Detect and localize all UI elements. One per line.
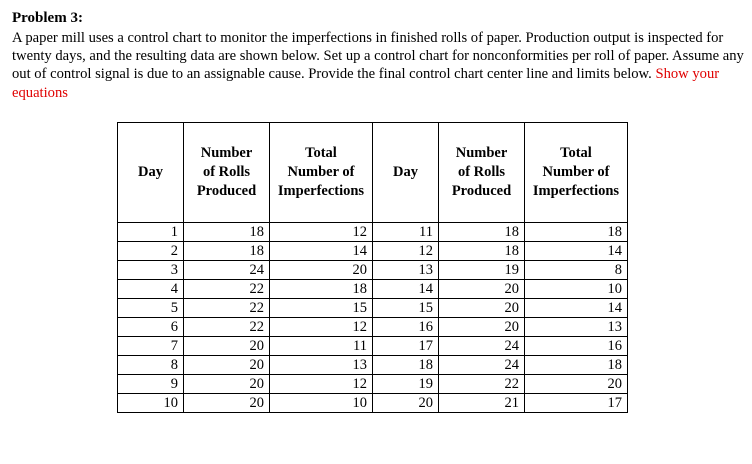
table-cell: 8 [525,261,628,280]
table-cell: 13 [373,261,439,280]
table-row [118,280,628,299]
table-cell: 21 [439,394,525,413]
column-header [118,123,184,223]
table-cell: 20 [439,280,525,299]
table-cell: 9 [118,375,184,394]
table-row [118,299,628,318]
column-header-line: Produced [196,183,257,199]
table-row [118,261,628,280]
table-cell: 20 [270,261,373,280]
table-cell: 20 [184,375,270,394]
table-cell: 22 [184,280,270,299]
table-body [118,223,628,413]
table-cell: 18 [184,242,270,261]
table-cell: 20 [439,299,525,318]
table-cell: 18 [439,223,525,242]
table-cell: 22 [184,299,270,318]
table-cell: 18 [439,242,525,261]
table-cell: 22 [439,375,525,394]
table-cell: 6 [118,318,184,337]
table-cell: 14 [270,242,373,261]
table-cell: 12 [373,242,439,261]
table-cell: 18 [525,223,628,242]
table-cell: 15 [270,299,373,318]
table-cell: 1 [118,223,184,242]
table-cell: 3 [118,261,184,280]
table-cell: 11 [270,337,373,356]
column-header-line: Imperfections [532,183,620,199]
problem-title: Problem 3: [12,10,83,26]
table-cell: 12 [270,375,373,394]
column-header-line: Number of [287,164,355,180]
column-header [439,123,525,223]
table-cell: 17 [373,337,439,356]
table-cell: 14 [525,299,628,318]
table-row [118,242,628,261]
column-header-line: Day [393,164,418,180]
column-header [270,123,373,223]
column-header-line: Number of [542,164,610,180]
table-row [118,375,628,394]
table-cell: 20 [184,337,270,356]
table-row [118,318,628,337]
table-cell: 12 [270,223,373,242]
column-header-line: Number [200,145,253,161]
table-cell: 10 [270,394,373,413]
column-header-line: Total [560,145,592,161]
table-cell: 24 [439,337,525,356]
table-cell: 22 [184,318,270,337]
column-header-line: Produced [451,183,512,199]
problem-statement: A paper mill uses a control chart to monitor the imperfections in finished rolls of paper. Production output is inspected for twenty days, and the resulting data are shown below. Set up a control chart for nonconformities per roll of paper. Assume any out of control signal is due to an assignable cause. Provide the final control chart center line and limits below. [12,30,744,83]
table-cell: 20 [184,356,270,375]
table-header [118,123,628,223]
column-header-line: Day [138,164,163,180]
column-header [184,123,270,223]
column-header-line: Imperfections [277,183,365,199]
table-row [118,337,628,356]
column-header [525,123,628,223]
table-cell: 2 [118,242,184,261]
table-cell: 18 [525,356,628,375]
table-cell: 20 [525,375,628,394]
table-row [118,356,628,375]
table-cell: 24 [184,261,270,280]
table-cell: 5 [118,299,184,318]
data-table [117,122,628,413]
table-cell: 16 [525,337,628,356]
table-cell: 8 [118,356,184,375]
table-cell: 24 [439,356,525,375]
table-cell: 14 [373,280,439,299]
table-cell: 18 [184,223,270,242]
table-cell: 18 [270,280,373,299]
table-row [118,394,628,413]
table-cell: 18 [373,356,439,375]
column-header-line: Number [455,145,508,161]
problem-text [12,29,747,102]
table-cell: 10 [525,280,628,299]
header-row [118,123,628,223]
table-cell: 19 [373,375,439,394]
table-row [118,223,628,242]
table-cell: 11 [373,223,439,242]
column-header [373,123,439,223]
table-cell: 20 [373,394,439,413]
show-equations-instruction: Show your equations [12,66,720,101]
table-cell: 16 [373,318,439,337]
table-cell: 14 [525,242,628,261]
table-cell: 13 [270,356,373,375]
table-cell: 12 [270,318,373,337]
column-header-line: of Rolls [202,164,251,180]
table-cell: 20 [184,394,270,413]
table-cell: 10 [118,394,184,413]
table-cell: 7 [118,337,184,356]
column-header-line: Total [305,145,337,161]
table-cell: 4 [118,280,184,299]
table-cell: 20 [439,318,525,337]
table-cell: 17 [525,394,628,413]
table-cell: 13 [525,318,628,337]
column-header-line: of Rolls [457,164,506,180]
table-cell: 19 [439,261,525,280]
table-cell: 15 [373,299,439,318]
